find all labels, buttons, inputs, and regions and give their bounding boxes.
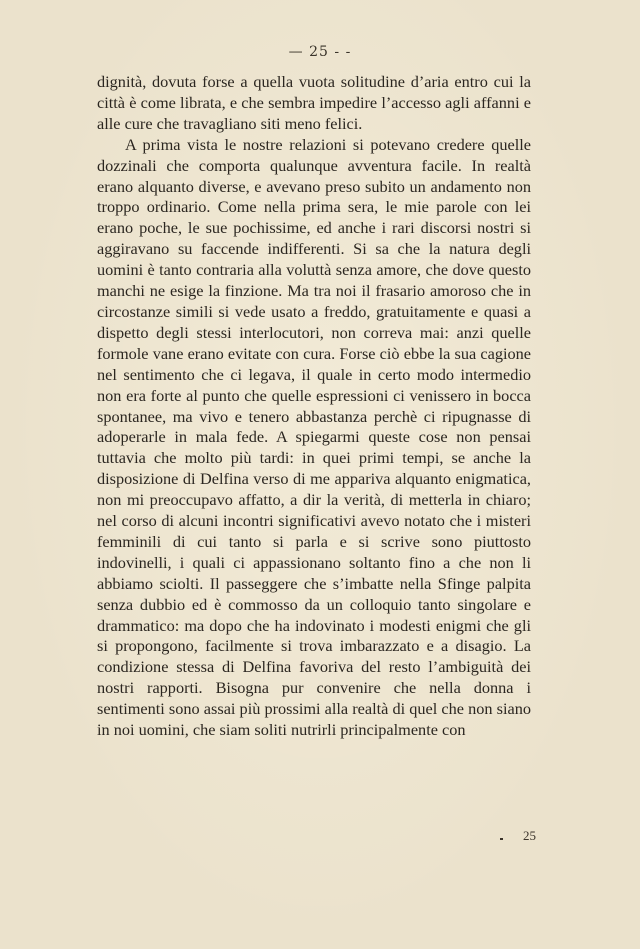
footer-dash [500,838,503,840]
paragraph-main: A prima vista le nostre relazioni si potevano credere quelle dozzinali che comporta qualunque avventura facile. In realtà erano alquanto diverse, e avevano preso subito un andamento non troppo ordinario. Come nella prima sera, le mie parole con lei erano poche, le sue pochissime, ed anche i rari discorsi nostri si aggiravano su faccende indifferenti. Si sa che la natura degli uomini è tanto contraria alla voluttà senza amore, che dove questo manchi ne esige la finzione. Ma tra noi il frasario amoroso che in circostanze simili si vede usato a freddo, gratuitamente e quasi a dispetto degli stessi interlocutori, non correva mai: anzi quelle formole vane erano evitate con cura. Forse ciò ebbe la sua cagione nel sentimento che ci legava, il quale in certo modo intermedio non era forte al punto che quelle espressioni ci venissero in bocca spontanee, ma vivo e tenero abbastanza perchè ci ripugnasse di adoperarle in mala fede. A spiegarmi queste cose non pensai tuttavia che molto più tardi: in quei primi tempi, se anche la disposizione di Delfina verso di me appariva alquanto enigmatica, non mi preoccupavo affatto, a dir la verità, di metterla in chiaro; nel corso di alcuni incontri significativi avevo notato che i misteri femminili di cui tanto si parla e si scrive sono piuttosto indovinelli, i quali ci appassionano soltanto fino a che non li abbiamo sciolti. Il passeggere che s’imbatte nella Sfinge palpita senza dubbio ed è commosso da un colloquio tanto singolare e drammatico: ma dopo che ha indovinato i modesti enigmi che gli si propongono, facilmente si trova imbarazzato e a disagio. La condizione stessa di Delfina favoriva del resto l’ambiguità dei nostri rapporti. Bisogna pur convenire che nella donna i sentimenti sono assai più prossimi alla realtà di quel che non siano in noi uomini, che siam soliti nutrirli principalmente con [97,134,531,740]
paragraph-continued: dignità, dovuta forse a quella vuota solitudine d’aria entro cui la città è come librata, e che sembra impedire l’accesso agli affanni e alle cure che travagliano siti meno felici. [97,72,531,133]
running-head: — 25 - - [288,44,352,60]
page-number: 25 [523,828,536,843]
body-text [97,72,531,741]
